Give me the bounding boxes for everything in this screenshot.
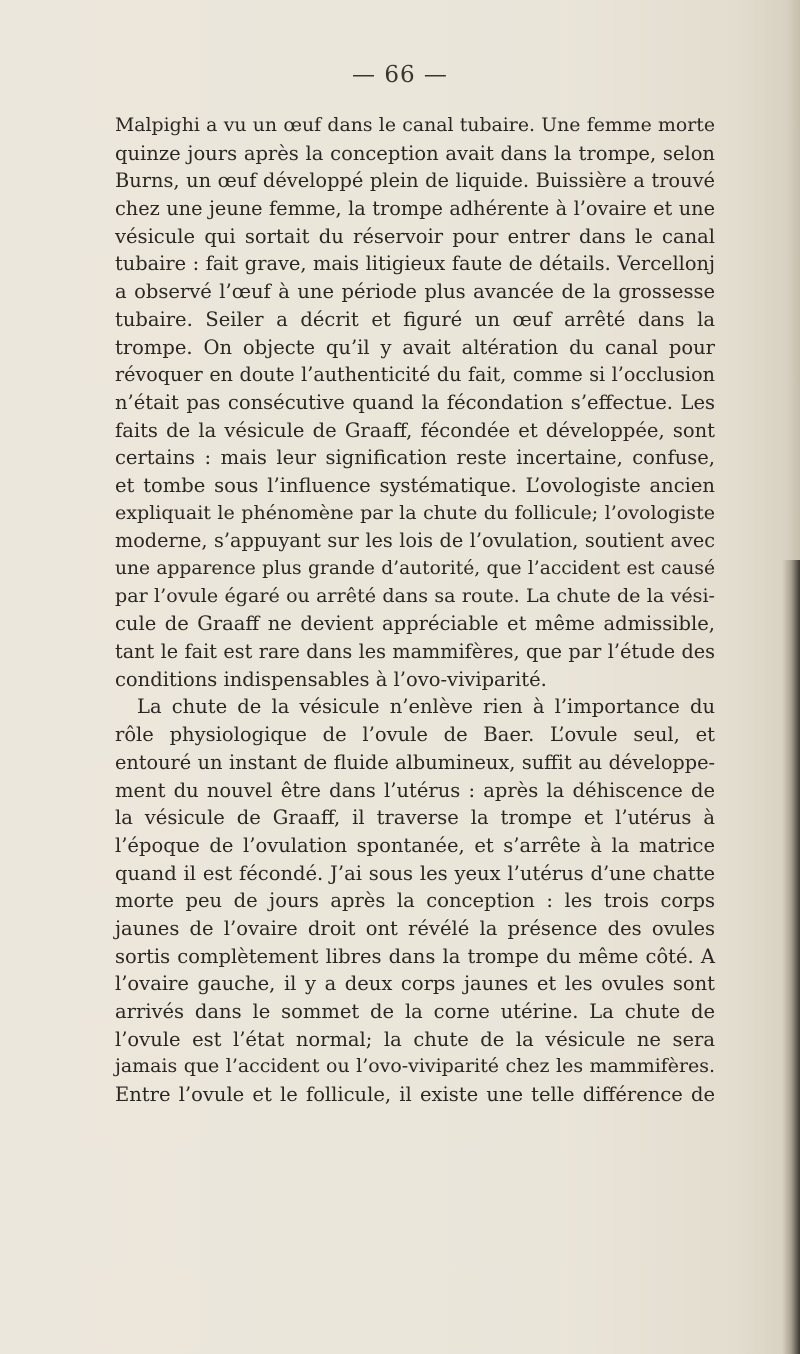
text-line: n’était pas consécutive quand la fécondation s’effectue. Les — [115, 390, 715, 414]
text-line: a observé l’œuf à une période plus avancée de la grossesse — [115, 280, 715, 304]
text-line: Burns, un œuf développé plein de liquide. Buissière a trouvé — [115, 169, 715, 193]
text-line: chez une jeune femme, la trompe adhérente à l’ovaire et une — [115, 197, 715, 221]
text-line: Malpighi a vu un œuf dans le canal tubaire. Une femme morte — [115, 115, 715, 136]
text-line: tant le fait est rare dans les mammifères, que par l’étude des — [115, 640, 715, 664]
text-line: par l’ovule égaré ou arrêté dans sa route. La chute de la vési- — [115, 584, 715, 607]
body-text — [115, 112, 715, 1109]
text-line: jamais que l’accident ou l’ovo-viviparité chez les mammifères. — [115, 1055, 715, 1078]
text-line: ment du nouvel être dans l’utérus : après la déhiscence de — [115, 778, 715, 802]
text-line: l’ovaire gauche, il y a deux corps jaunes et les ovules sont — [115, 972, 715, 996]
text-line: tubaire. Seiler a décrit et figuré un œuf arrêté dans la — [115, 307, 715, 331]
text-line: tubaire : fait grave, mais litigieux faute de détails. Vercellonj — [115, 252, 715, 276]
text-line-paragraph-start: La chute de la vésicule n’enlève rien à l’importance du — [137, 695, 715, 719]
text-line: trompe. On objecte qu’il y avait altération du canal pour — [115, 335, 715, 359]
text-line: une apparence plus grande d’autorité, que l’accident est causé — [115, 558, 715, 579]
text-line: et tombe sous l’influence systématique. L’ovologiste ancien — [115, 473, 715, 497]
text-line: moderne, s’appuyant sur les lois de l’ovulation, soutient avec — [115, 529, 715, 553]
text-line: expliquait le phénomène par la chute du follicule; l’ovologiste — [115, 501, 715, 524]
text-line: entouré un instant de fluide albumineux, suffit au développe- — [115, 750, 715, 774]
text-line-paragraph-end: conditions indispensables à l’ovo-viviparité. — [115, 667, 547, 691]
text-line: certains : mais leur signification reste incertaine, confuse, — [115, 446, 715, 470]
page-edge-shadow — [782, 560, 800, 1354]
text-line: sortis complètement libres dans la trompe du même côté. A — [115, 944, 715, 968]
text-line: vésicule qui sortait du réservoir pour entrer dans le canal — [115, 224, 715, 248]
text-line: morte peu de jours après la conception : les trois corps — [115, 889, 715, 913]
text-line: révoquer en doute l’authenticité du fait, comme si l’occlusion — [115, 363, 715, 387]
text-line: cule de Graaff ne devient appréciable et même admissible, — [115, 612, 715, 636]
text-line: la vésicule de Graaff, il traverse la trompe et l’utérus à — [115, 806, 715, 830]
text-line: l’ovule est l’état normal; la chute de la vésicule ne sera — [115, 1027, 715, 1051]
text-line: Entre l’ovule et le follicule, il existe une telle différence de — [115, 1083, 715, 1107]
text-line: quand il est fécondé. J’ai sous les yeux l’utérus d’une chatte — [115, 861, 715, 885]
text-line: rôle physiologique de l’ovule de Baer. L’ovule seul, et — [115, 723, 715, 747]
text-line: l’époque de l’ovulation spontanée, et s’arrête à la matrice — [115, 833, 715, 857]
text-line: arrivés dans le sommet de la corne utérine. La chute de — [115, 1000, 715, 1023]
page-number: — 66 — — [352, 62, 448, 88]
text-line: jaunes de l’ovaire droit ont révélé la présence des ovules — [115, 916, 715, 940]
text-line: faits de la vésicule de Graaff, fécondée et développée, sont — [115, 418, 715, 442]
text-line: quinze jours après la conception avait dans la trompe, selon — [115, 141, 715, 165]
